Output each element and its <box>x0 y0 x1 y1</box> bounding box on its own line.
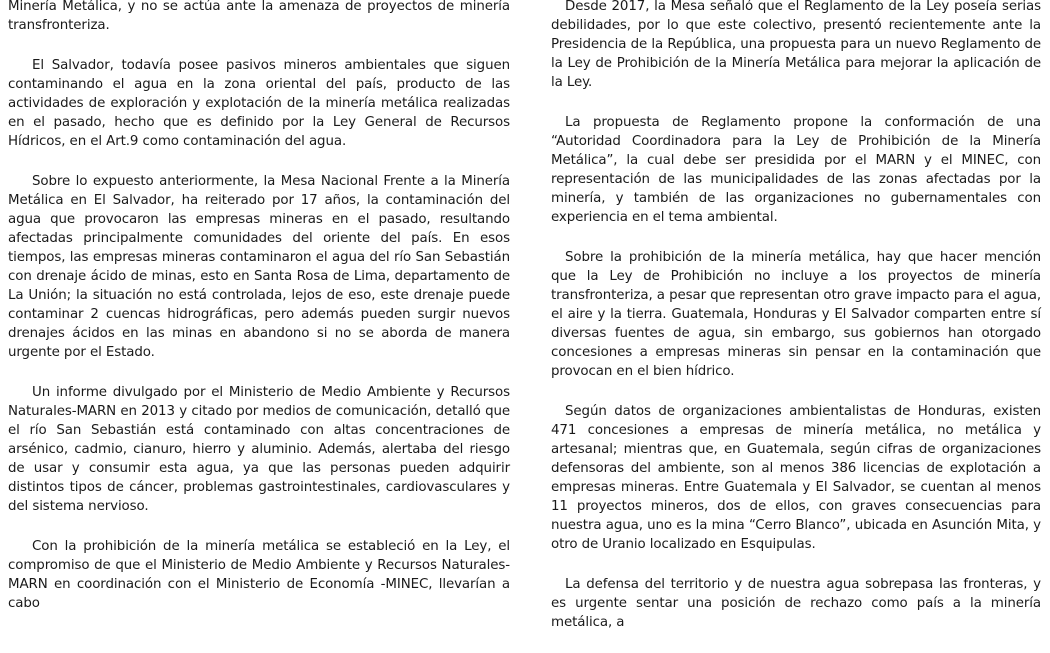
paragraph: Con la prohibición de la minería metálica se estableció en la Ley, el compromiso de que el Ministerio de Medio Ambiente y Recursos Naturales-MARN en coordinación con el Ministerio de Economía -MINEC, llevarían a cabo <box>8 539 510 611</box>
paragraph: La propuesta de Reglamento propone la conformación de una “Autoridad Coordinadora para la Ley de Prohibición de la Minería Metálica”, la cual debe ser presidida por el MARN y el MINEC, con representación de las municipalidades de las zonas afectadas por la minería, y también de las organizaciones no gubernamentales con experiencia en el tema ambiental. <box>551 115 1041 225</box>
paragraph: Sobre la prohibición de la minería metálica, hay que hacer mención que la Ley de Prohibición no incluye a los proyectos de minería transfronteriza, a pesar que representan otro grave impacto para el agua, el aire y la tierra. Guatemala, Honduras y El Salvador comparten entre sí diversas fuentes de agua, sin embargo, sus gobiernos han otorgado concesiones a empresas mineras sin pensar en la contaminación que provocan en el bien hídrico. <box>551 250 1041 379</box>
right-column <box>551 0 1041 653</box>
paragraph: Desde 2017, la Mesa señaló que el Reglamento de la Ley poseía serias debilidades, por lo que este colectivo, presentó recientemente ante la Presidencia de la República, una propuesta para un nuevo Reglamento de la Ley de Prohibición de la Minería Metálica para mejorar la aplicación de la Ley. <box>551 0 1041 90</box>
paragraph: Sobre lo expuesto anteriormente, la Mesa Nacional Frente a la Minería Metálica en El Salvador, ha reiterado por 17 años, la contaminación del agua que provocaron las empresas mineras en el pasado, resultando afectadas principalmente comunidades del oriente del país. En esos tiempos, las empresas mineras contaminaron el agua del río San Sebastián con drenaje ácido de minas, esto en Santa Rosa de Lima, departamento de La Unión; la situación no está controlada, lejos de eso, este drenaje puede contaminar 2 cuencas hidrográficas, pero además pueden surgir nuevos drenajes ácidos en las minas en abandono si no se aborda de manera urgente por el Estado. <box>8 174 510 360</box>
paragraph: Un informe divulgado por el Ministerio de Medio Ambiente y Recursos Naturales-MARN en 2013 y citado por medios de comunicación, detalló que el río San Sebastián está contaminado con altas concentraciones de arsénico, cadmio, cianuro, hierro y aluminio. Además, alertaba del riesgo de usar y consumir esta agua, ya que las personas pueden adquirir distintos tipos de cáncer, problemas gastrointestinales, cardiovasculares y del sistema nervioso. <box>8 385 510 514</box>
paragraph: El Salvador, todavía posee pasivos mineros ambientales que siguen contaminando el agua en la zona oriental del país, producto de las actividades de exploración y explotación de la minería metálica realizadas en el pasado, hecho que es definido por la Ley General de Recursos Hídricos, en el Art.9 como contaminación del agua. <box>8 58 510 149</box>
paragraph: Según datos de organizaciones ambientalistas de Honduras, existen 471 concesiones a empresas de minería metálica, no metálica y artesanal; mientras que, en Guatemala, según cifras de organizaciones defensoras del ambiente, son al menos 386 licencias de explotación a empresas mineras. Entre Guatemala y El Salvador, se cuentan al menos 11 proyectos mineros, dos de ellos, con graves consecuencias para nuestra agua, uno es la mina “Cerro Blanco”, ubicada en Asunción Mita, y otro de Uranio localizado en Esquipulas. <box>551 404 1041 552</box>
left-column <box>8 0 510 634</box>
paragraph: Minería Metálica, y no se actúa ante la amenaza de proyectos de minería transfronteriza. <box>8 0 510 33</box>
paragraph: La defensa del territorio y de nuestra agua sobrepasa las fronteras, y es urgente sentar una posición de rechazo como país a la minería metálica, a <box>551 577 1041 630</box>
